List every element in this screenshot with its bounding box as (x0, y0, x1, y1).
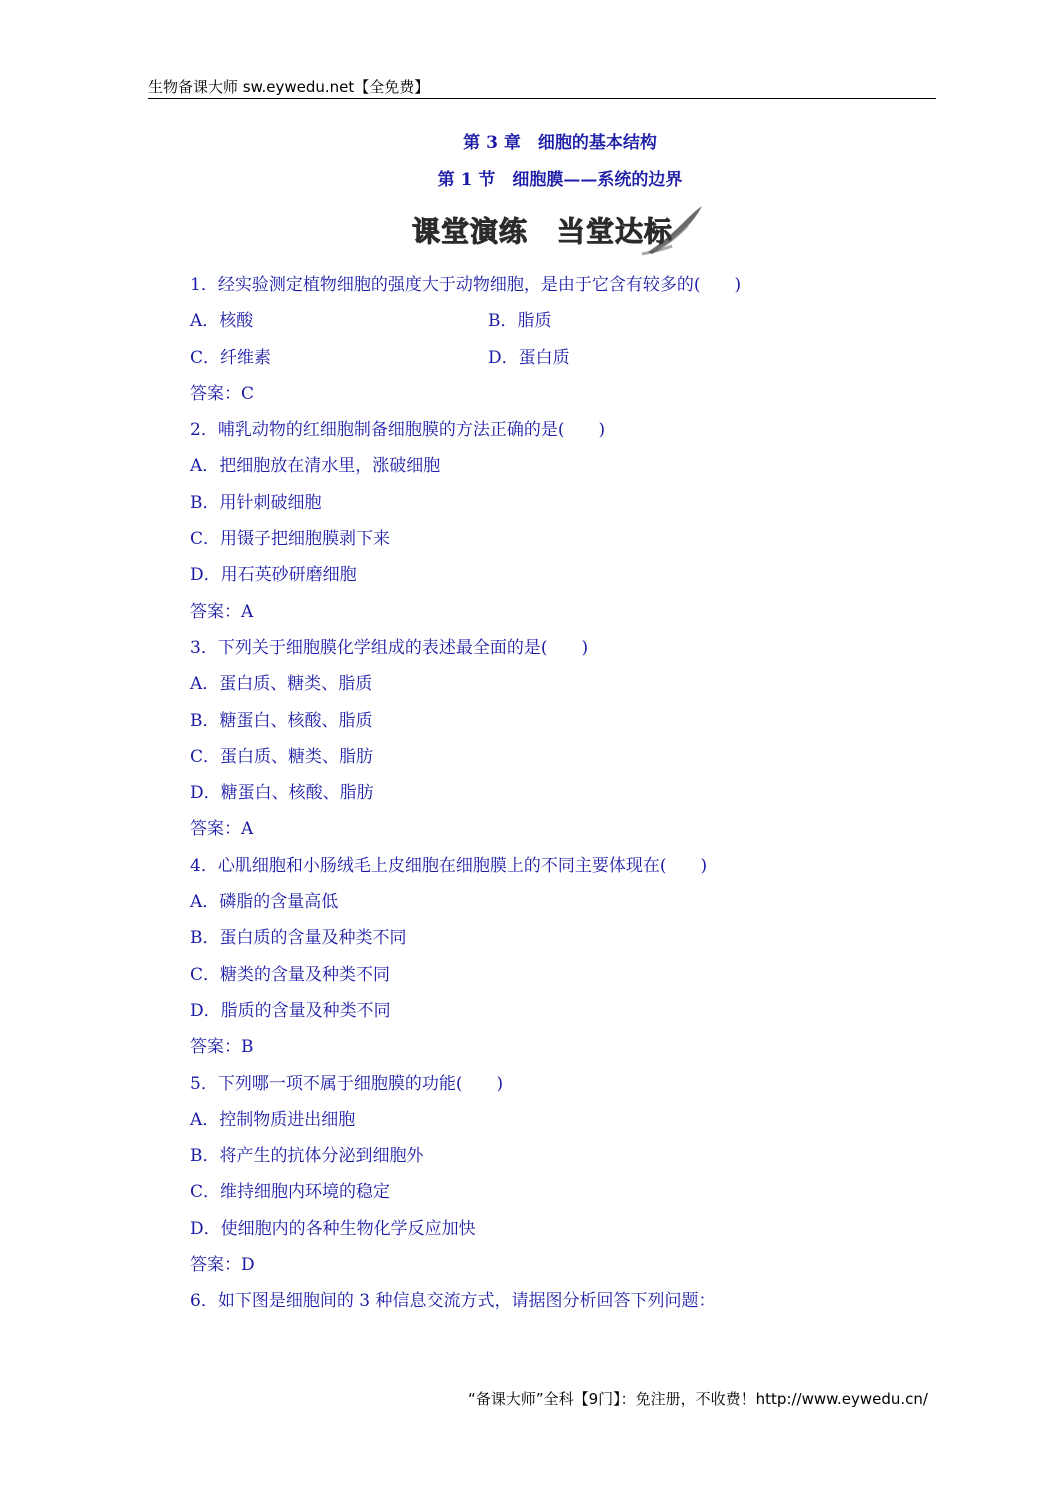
banner-text: 课堂演练 当堂达标 (412, 215, 674, 248)
option-c: C．用镊子把细胞膜剥下来 (190, 529, 391, 550)
question-stem: 3．下列关于细胞膜化学组成的表述最全面的是( ) (190, 637, 589, 658)
option-b: B．脂质 (488, 311, 552, 332)
option-a: A．把细胞放在清水里，涨破细胞 (190, 456, 441, 477)
option-c: C．蛋白质、糖类、脂肪 (190, 746, 374, 767)
question-stem: 4．心肌细胞和小肠绒毛上皮细胞在细胞膜上的不同主要体现在( ) (190, 855, 708, 876)
question-stem: 1．经实验测定植物细胞的强度大于动物细胞，是由于它含有较多的( ) (190, 275, 742, 295)
option-a: A．蛋白质、糖类、脂质 (190, 674, 373, 695)
brush-stroke-icon (638, 204, 708, 256)
option-row (190, 340, 910, 376)
option-c: C．糖类的含量及种类不同 (190, 964, 391, 985)
option-d: D．使细胞内的各种生物化学反应加快 (190, 1218, 476, 1239)
answer: 答案：B (190, 1037, 254, 1058)
question-stem: 6．如下图是细胞间的 3 种信息交流方式，请据图分析回答下列问题： (190, 1291, 716, 1312)
answer: 答案：C (190, 383, 255, 404)
question-stem: 5．下列哪一项不属于细胞膜的功能( ) (190, 1073, 504, 1094)
option-b: B．将产生的抗体分泌到细胞外 (190, 1146, 424, 1167)
option-a: A．核酸 (190, 311, 254, 332)
question-list (190, 267, 910, 1320)
option-b: B．用针刺破细胞 (190, 492, 322, 513)
option-c: C．维持细胞内环境的稳定 (190, 1182, 391, 1203)
option-b: B．糖蛋白、核酸、脂质 (190, 710, 373, 731)
option-d: D．用石英砂研磨细胞 (190, 565, 357, 586)
answer: 答案：A (190, 601, 254, 622)
page-header: 生物备课大师 sw.eywedu.net【全免费】 (148, 78, 430, 96)
option-a: A．控制物质进出细胞 (190, 1109, 356, 1130)
section-banner (408, 204, 708, 256)
page-footer: “备课大师”全科【9门】：免注册，不收费！http://www.eywedu.cn/ (468, 1390, 928, 1408)
section-title: 第 1 节 细胞膜——系统的边界 (437, 170, 683, 190)
option-c: C．纤维素 (190, 347, 272, 368)
option-row (190, 303, 910, 339)
option-d: D．糖蛋白、核酸、脂肪 (190, 783, 374, 804)
question-stem: 2．哺乳动物的红细胞制备细胞膜的方法正确的是( ) (190, 420, 606, 441)
option-d: D．蛋白质 (488, 347, 570, 368)
header-rule (148, 98, 936, 99)
answer: 答案：D (190, 1255, 255, 1276)
answer: 答案：A (190, 819, 254, 840)
chapter-title: 第 3 章 细胞的基本结构 (463, 133, 657, 153)
option-a: A．磷脂的含量高低 (190, 892, 339, 913)
option-d: D．脂质的含量及种类不同 (190, 1000, 391, 1021)
option-b: B．蛋白质的含量及种类不同 (190, 928, 407, 949)
